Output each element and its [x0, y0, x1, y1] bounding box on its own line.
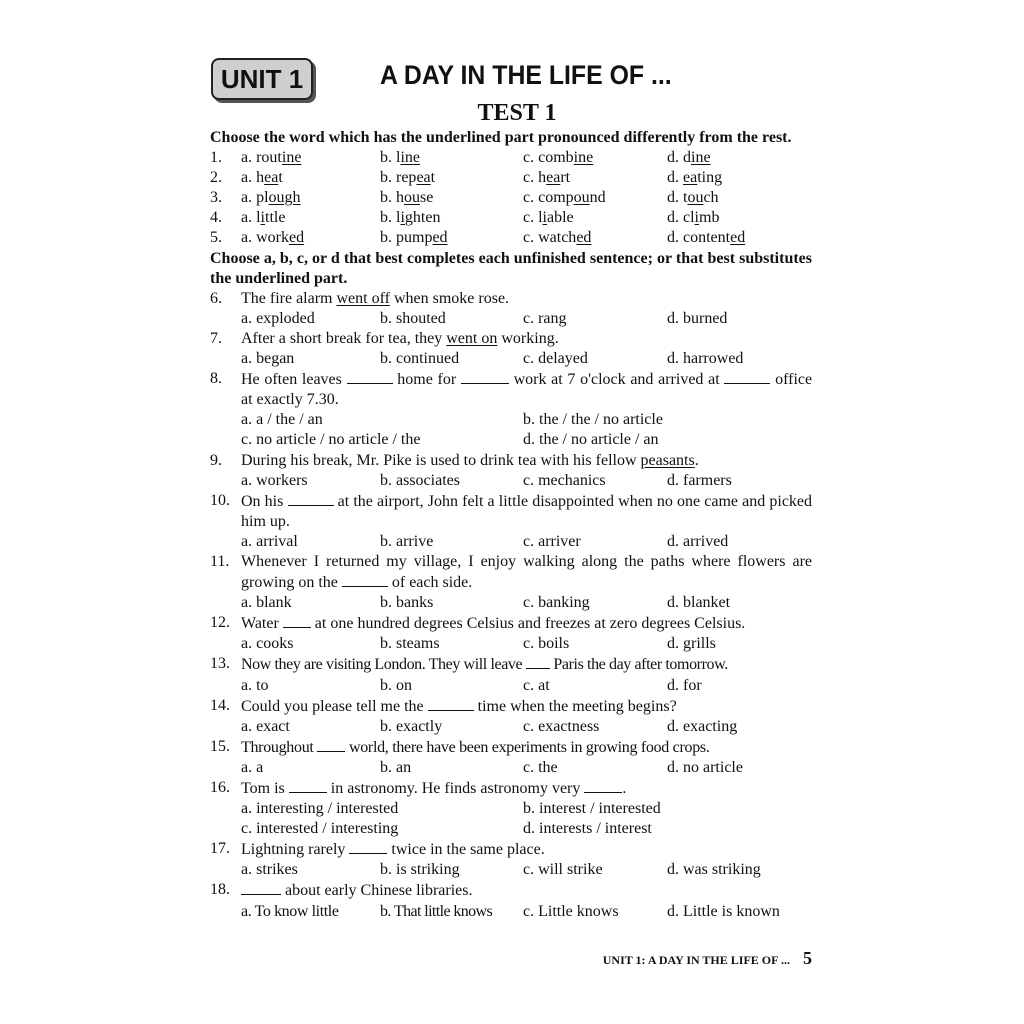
question-text: Lightning rarely twice in the same place. [241, 841, 545, 859]
option-b: b. house [380, 189, 434, 207]
option-c: c. banking [523, 594, 590, 612]
options-8-row2 [210, 430, 812, 450]
blank [342, 572, 388, 587]
option-b: b. lighten [380, 209, 441, 227]
underlined-part: i [400, 209, 405, 227]
question-number: 3. [210, 189, 222, 207]
question-10 [210, 491, 812, 532]
option-b: b. continued [380, 350, 460, 368]
options-12 [210, 634, 812, 654]
question-number: 4. [210, 209, 222, 227]
question-7 [210, 329, 812, 349]
option-d: d. grills [667, 635, 716, 653]
option-b: b. shouted [380, 309, 446, 327]
question-number: 10. [210, 491, 230, 509]
option-d: d. touch [667, 189, 719, 207]
question-text: about early Chinese libraries. [241, 880, 812, 901]
options-9 [210, 471, 812, 491]
option-a: a. began [241, 350, 295, 368]
blank [428, 696, 474, 711]
option-d: d. contented [667, 229, 746, 247]
option-c: c. boils [523, 635, 570, 653]
underlined-part: ine [691, 149, 711, 167]
question-number: 1. [210, 149, 222, 167]
option-c: c. mechanics [523, 471, 606, 489]
section2-instruction: Choose a, b, c, or d that best completes each unfinished sentence; or that best substitutes the underlined part. [210, 249, 812, 287]
options-18 [210, 902, 812, 922]
option-a: a. a [241, 758, 264, 776]
underlined-part: ea [546, 169, 561, 187]
option-d: d. interests / interest [523, 820, 652, 838]
underlined-part: ine [400, 149, 420, 167]
question-number: 12. [210, 614, 230, 632]
option-d: d. was striking [667, 861, 761, 879]
question-number: 6. [210, 289, 222, 307]
underlined-part: i [260, 209, 265, 227]
option-b: b. associates [380, 471, 460, 489]
question-number: 13. [210, 655, 230, 673]
underlined-part: ou [404, 189, 420, 207]
options-17 [210, 860, 812, 880]
option-b: b. banks [380, 594, 434, 612]
blank [584, 778, 622, 793]
exercise-content [210, 128, 812, 922]
question-number: 11. [210, 552, 230, 570]
blank [461, 369, 509, 384]
question-text: Throughout world, there have been experiments in growing food crops. [241, 738, 710, 756]
blank [288, 491, 334, 506]
option-d: d. no article [667, 758, 743, 776]
option-d: d. climb [667, 209, 720, 227]
pronunciation-item [210, 148, 812, 168]
question-16 [210, 778, 812, 799]
underlined-part: peasants [640, 451, 695, 469]
blank [317, 737, 345, 752]
underlined-part: ou [687, 189, 704, 207]
section1-instruction: Choose the word which has the underlined part pronounced differently from the rest. [210, 129, 792, 146]
underlined-part: ed [730, 229, 746, 247]
options-10 [210, 532, 812, 552]
option-d: d. dine [667, 149, 711, 167]
options-11 [210, 593, 812, 613]
options-16-row1 [210, 799, 812, 819]
question-text: After a short break for tea, they went on working. [241, 329, 559, 347]
option-b: b. pumped [380, 229, 448, 247]
question-number: 5. [210, 229, 222, 247]
option-d: d. eating [667, 169, 723, 187]
option-a: a. strikes [241, 861, 298, 879]
option-c: c. the [523, 758, 558, 776]
options-7 [210, 349, 812, 369]
option-d: d. harrowed [667, 350, 744, 368]
option-a: a. a / the / an [241, 411, 323, 429]
pronunciation-item [210, 208, 812, 228]
question-text: Now they are visiting London. They will leave Paris the day after tomorrow. [241, 656, 728, 674]
unit-badge: UNIT 1 [211, 58, 313, 100]
option-a: a. workers [241, 471, 308, 489]
option-a: a. exact [241, 717, 290, 735]
options-13 [210, 676, 812, 696]
option-a: a. routine [241, 149, 302, 167]
option-b: b. is striking [380, 861, 460, 879]
option-a: a. exploded [241, 309, 315, 327]
options-6 [210, 309, 812, 329]
question-17 [210, 839, 812, 860]
question-number: 16. [210, 779, 230, 796]
option-c: c. at [523, 676, 550, 694]
blank [349, 839, 387, 854]
question-18 [210, 880, 812, 901]
question-number: 9. [210, 451, 222, 469]
option-b: b. line [380, 149, 420, 167]
option-a: a. plough [241, 189, 301, 207]
option-a: a. To know little [241, 902, 339, 920]
option-c: c. exactness [523, 717, 600, 735]
option-b: b. interest / interested [523, 800, 661, 818]
option-b: b. steams [380, 635, 440, 653]
blank [347, 369, 393, 384]
question-text: Could you please tell me the time when the meeting begins? [241, 697, 677, 715]
underlined-part: went off [336, 289, 390, 307]
option-d: d. burned [667, 309, 728, 327]
pronunciation-item [210, 168, 812, 188]
blank [283, 613, 311, 628]
option-a: a. to [241, 676, 269, 694]
question-text: On his at the airport, John felt a little disappointed when no one came and picked him up. [241, 492, 813, 530]
underlined-part: ough [268, 189, 301, 207]
blank [724, 369, 770, 384]
options-8-row1 [210, 410, 812, 430]
option-c: c. interested / interesting [241, 820, 399, 838]
option-a: a. cooks [241, 635, 294, 653]
option-c: c. liable [523, 209, 574, 227]
option-c: c. combine [523, 149, 594, 167]
option-b: b. arrive [380, 532, 434, 550]
option-c: c. Little knows [523, 902, 619, 920]
option-c: c. will strike [523, 861, 603, 879]
option-b: b. repeat [380, 169, 436, 187]
option-d: d. for [667, 676, 702, 694]
option-d: d. exacting [667, 717, 738, 735]
question-text: The fire alarm went off when smoke rose. [241, 289, 510, 307]
question-number: 2. [210, 169, 222, 187]
question-6 [210, 289, 812, 309]
option-c: c. heart [523, 169, 571, 187]
pronunciation-item [210, 228, 812, 248]
running-title: UNIT 1: A DAY IN THE LIFE OF ... [602, 953, 790, 967]
blank [241, 880, 281, 895]
question-number: 15. [210, 737, 230, 755]
option-c: c. compound [523, 189, 606, 207]
question-12 [210, 613, 812, 634]
option-d: d. arrived [667, 532, 729, 550]
question-11 [210, 552, 812, 593]
option-d: d. blanket [667, 594, 731, 612]
question-number: 8. [210, 370, 222, 388]
page-number: 5 [803, 948, 812, 968]
underlined-part: ed [432, 229, 448, 247]
question-number: 14. [210, 696, 230, 714]
question-text: Tom is in astronomy. He finds astronomy very . [241, 780, 627, 797]
underlined-part: ea [416, 169, 431, 187]
underlined-part: went on [446, 329, 498, 347]
question-8 [210, 369, 812, 410]
question-text: Whenever I returned my village, I enjoy walking along the paths where flowers are growing on the of each side. [241, 552, 812, 592]
question-14 [210, 696, 812, 717]
pronunciation-item [210, 188, 812, 208]
question-number: 7. [210, 329, 222, 347]
underlined-part: i [694, 209, 699, 227]
option-a: a. arrival [241, 532, 298, 550]
option-c: c. delayed [523, 350, 588, 368]
option-c: c. arriver [523, 532, 581, 550]
question-13 [210, 654, 812, 675]
underlined-part: i [542, 209, 547, 227]
option-b: b. an [380, 758, 412, 776]
options-14 [210, 717, 812, 737]
question-text: Water at one hundred degrees Celsius and freezes at zero degrees Celsius. [241, 615, 746, 633]
question-9 [210, 451, 812, 471]
blank [526, 654, 550, 669]
question-number: 18. [210, 881, 230, 899]
option-b: b. on [380, 676, 412, 694]
underlined-part: ou [573, 189, 590, 207]
option-b: b. exactly [380, 717, 443, 735]
option-a: a. interesting / interested [241, 800, 399, 818]
question-number: 17. [210, 840, 230, 858]
underlined-part: ea [264, 169, 279, 187]
test-title: TEST 1 [477, 100, 557, 126]
option-a: a. little [241, 209, 286, 227]
options-16-row2 [210, 819, 812, 839]
option-b: b. That little knows [380, 902, 493, 920]
option-c: c. watched [523, 229, 592, 247]
pronunciation-list [210, 148, 812, 248]
underlined-part: ine [281, 149, 302, 167]
option-d: d. Little is known [667, 902, 780, 920]
blank [289, 778, 327, 793]
option-a: a. blank [241, 594, 292, 612]
page-footer [603, 948, 812, 969]
option-d: d. the / no article / an [523, 431, 659, 449]
option-c: c. no article / no article / the [241, 431, 421, 449]
question-15 [210, 737, 812, 758]
underlined-part: ed [288, 229, 305, 247]
options-15 [210, 758, 812, 778]
underlined-part: ine [573, 149, 594, 167]
underlined-part: ea [683, 169, 698, 187]
underlined-part: ed [576, 229, 592, 247]
question-text: He often leaves home for work at 7 o'clock and arrived at office at exactly 7.30. [241, 371, 813, 409]
unit-title: A DAY IN THE LIFE OF ... [380, 60, 672, 90]
option-b: b. the / the / no article [523, 411, 663, 429]
option-a: a. worked [241, 229, 305, 247]
question-text: During his break, Mr. Pike is used to drink tea with his fellow peasants. [241, 451, 699, 469]
option-d: d. farmers [667, 471, 732, 489]
option-a: a. heat [241, 169, 283, 187]
option-c: c. rang [523, 309, 567, 327]
